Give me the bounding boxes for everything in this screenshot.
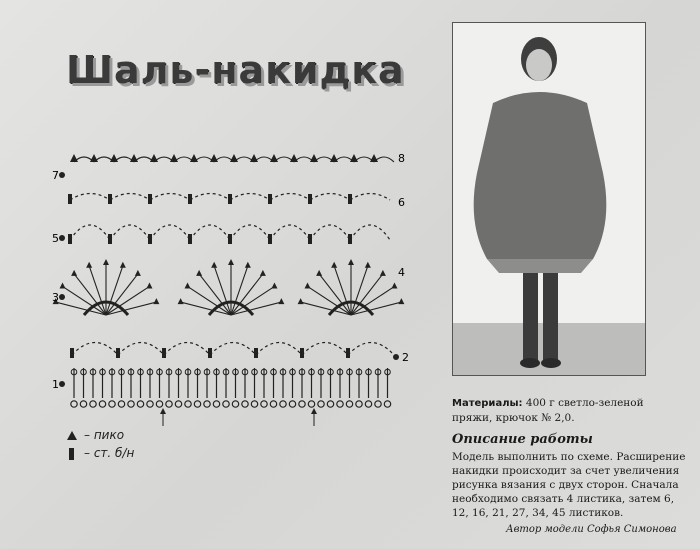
picot-mark (185, 282, 191, 288)
single-crochet-mark (70, 348, 74, 358)
picot-mark (298, 298, 304, 304)
chain-stitch (375, 401, 381, 407)
row-number-7: 7 (52, 169, 59, 182)
picot-mark (146, 282, 152, 288)
chain-arch (164, 343, 210, 356)
chain-stitch (185, 401, 191, 407)
chain-stitch (280, 401, 286, 407)
chain-stitch (175, 401, 181, 407)
legend-picot-label: – пико (84, 428, 125, 442)
picot-mark (71, 270, 77, 276)
single-crochet-mark (346, 348, 350, 358)
single-crochet-mark (254, 348, 258, 358)
arrow-mark (160, 408, 166, 414)
chain-stitch (71, 401, 77, 407)
chain-stitch (156, 401, 162, 407)
chain-stitch (384, 401, 390, 407)
chain-arch (110, 194, 150, 201)
picot-mark (60, 282, 66, 288)
chain-stitch (346, 401, 352, 407)
single-crochet-mark (348, 194, 352, 204)
single-crochet-mark (348, 234, 352, 244)
picot-mark (153, 298, 159, 304)
row-start-dot (393, 354, 399, 360)
picot-mark (348, 259, 354, 265)
chain-stitch (261, 401, 267, 407)
picot-mark (210, 154, 218, 162)
picot-mark (250, 154, 258, 162)
chain-stitch (194, 401, 200, 407)
row-number-6: 6 (398, 196, 405, 209)
picot-mark (211, 262, 217, 268)
stitch-bar-icon (66, 447, 78, 461)
chain-stitch (99, 401, 105, 407)
chain-arch (350, 225, 390, 240)
chain-arch (348, 343, 394, 356)
picot-mark (230, 154, 238, 162)
picot-mark (278, 298, 284, 304)
crochet-chart (46, 140, 426, 440)
picot-mark (391, 282, 397, 288)
row-number-4: 4 (398, 266, 405, 279)
single-crochet-mark (308, 234, 312, 244)
fan-stitch (106, 286, 149, 315)
single-crochet-mark (148, 234, 152, 244)
row-start-dot (59, 381, 65, 387)
chain-stitch (137, 401, 143, 407)
single-crochet-mark (148, 194, 152, 204)
picot-mark (365, 262, 371, 268)
single-crochet-mark (268, 234, 272, 244)
picot-mark (350, 154, 358, 162)
fan-stitch (351, 286, 394, 315)
row-start-dot (59, 235, 65, 241)
chain-stitch (337, 401, 343, 407)
picot-mark (370, 154, 378, 162)
picot-mark (316, 270, 322, 276)
single-crochet-mark (116, 348, 120, 358)
chain-arch (256, 343, 302, 356)
picot-mark (90, 154, 98, 162)
row-start-dot (59, 172, 65, 178)
row-number-3: 3 (52, 291, 59, 304)
single-crochet-mark (68, 194, 72, 204)
picot-mark (196, 270, 202, 276)
chain-stitch (270, 401, 276, 407)
row-number-5: 5 (52, 232, 59, 245)
single-crochet-mark (228, 194, 232, 204)
chain-arch (350, 194, 390, 201)
chain-arch (302, 343, 348, 356)
arrow-mark (311, 408, 317, 414)
legend-stitch-label: – ст. б/н (84, 446, 135, 460)
picot-mark (70, 154, 78, 162)
page-title: Шаль-накидка (66, 48, 405, 92)
chain-arch (270, 225, 310, 240)
description-heading: Описание работы (452, 432, 593, 447)
chain-stitch (251, 401, 257, 407)
legend-stitch (66, 446, 134, 461)
chain-stitch (223, 401, 229, 407)
single-crochet-mark (228, 234, 232, 244)
model-photo (452, 22, 646, 376)
chain-stitch (365, 401, 371, 407)
picot-mark (398, 298, 404, 304)
chain-stitch (289, 401, 295, 407)
chain-stitch (327, 401, 333, 407)
picot-mark (331, 262, 337, 268)
materials-text (452, 396, 672, 425)
single-crochet-mark (108, 194, 112, 204)
picot-mark (150, 154, 158, 162)
single-crochet-mark (208, 348, 212, 358)
single-crochet-mark (68, 234, 72, 244)
single-crochet-mark (188, 234, 192, 244)
chain-arch (150, 194, 190, 201)
picot-mark (110, 154, 118, 162)
single-crochet-mark (188, 194, 192, 204)
fan-stitch (188, 286, 231, 315)
picot-mark (135, 270, 141, 276)
chain-stitch (242, 401, 248, 407)
single-crochet-mark (108, 234, 112, 244)
chain-stitch (80, 401, 86, 407)
chain-stitch (118, 401, 124, 407)
materials-value: 400 г светло-зеленой пряжи, крючок № 2,0. (452, 397, 644, 424)
chain-arch (310, 225, 350, 240)
chain-stitch (204, 401, 210, 407)
chain-arch (150, 225, 190, 240)
materials-label: Материалы: (452, 398, 523, 409)
chain-arch (118, 343, 164, 356)
chain-stitch (213, 401, 219, 407)
chain-arch (230, 225, 270, 240)
picot-mark (178, 298, 184, 304)
picot-mark (190, 154, 198, 162)
picot-mark (310, 154, 318, 162)
fan-stitch (308, 286, 351, 315)
picot-mark (170, 154, 178, 162)
fan-stitch (231, 286, 274, 315)
chain-arch (70, 225, 110, 240)
row-number-8: 8 (398, 152, 405, 165)
single-crochet-mark (162, 348, 166, 358)
picot-mark (271, 282, 277, 288)
picot-mark (380, 270, 386, 276)
picot-mark (130, 154, 138, 162)
chain-stitch (166, 401, 172, 407)
chain-stitch (109, 401, 115, 407)
picot-mark (120, 262, 126, 268)
chain-arch (190, 194, 230, 201)
triangle-picot-icon (66, 430, 78, 441)
chain-arch (72, 343, 118, 356)
chain-arch (210, 343, 256, 356)
picot-mark (260, 270, 266, 276)
picot-mark (270, 154, 278, 162)
chain-arch (70, 194, 110, 201)
picot-mark (245, 262, 251, 268)
picot-mark (305, 282, 311, 288)
single-crochet-mark (308, 194, 312, 204)
picot-mark (86, 262, 92, 268)
single-crochet-mark (300, 348, 304, 358)
chain-stitch (299, 401, 305, 407)
chain-arch (310, 194, 350, 201)
chain-stitch (308, 401, 314, 407)
single-crochet-mark (268, 194, 272, 204)
legend-picot (66, 428, 124, 442)
picot-mark (103, 259, 109, 265)
author-credit: Автор модели Софья Симонова (506, 524, 677, 535)
picot-mark (290, 154, 298, 162)
row-start-dot (59, 294, 65, 300)
chain-arch (190, 225, 230, 240)
chain-stitch (128, 401, 134, 407)
chain-arch (110, 225, 150, 240)
chain-stitch (147, 401, 153, 407)
chain-arch (270, 194, 310, 201)
row-number-1: 1 (52, 378, 59, 391)
chain-stitch (318, 401, 324, 407)
picot-mark (330, 154, 338, 162)
fan-stitch (63, 286, 106, 315)
row-number-2: 2 (402, 351, 409, 364)
description-text: Модель выполнить по схеме. Расширение накидки происходит за счет увеличения рисунка вязания с двух сторон. Сначала необходимо связать 4 листика, затем 6, 12, 16, 21, 27, 34, 45 листиков. (452, 451, 686, 519)
chain-stitch (356, 401, 362, 407)
picot-mark (228, 259, 234, 265)
chain-arch (230, 194, 270, 201)
chain-stitch (232, 401, 238, 407)
chain-stitch (90, 401, 96, 407)
